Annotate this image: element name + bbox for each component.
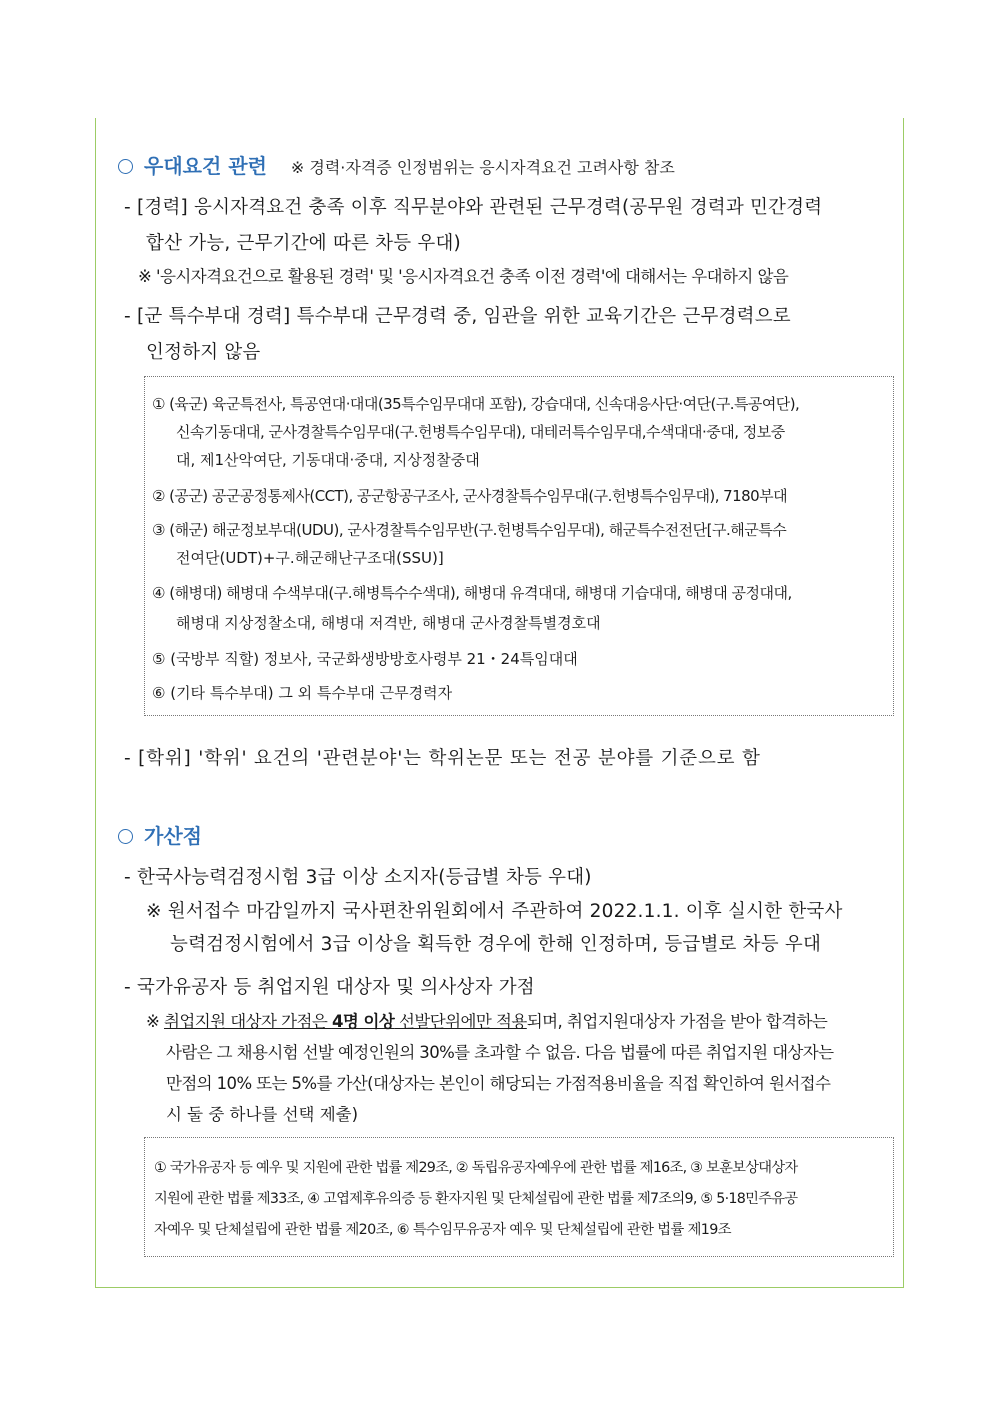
career-line-1: - [경력] 응시자격요건 충족 이후 직무분야와 관련된 근무경력(공무원 경력과 민간경력 <box>124 197 823 218</box>
unit-item-cont: 대, 제1산악여단, 기동대대·중대, 지상정찰중대 <box>176 451 480 469</box>
career-note: ※ '응시자격요건으로 활용된 경력' 및 '응시자격요건 충족 이전 경력'에 대해서는 우대하지 않음 <box>138 267 789 286</box>
army-line-1: - [군 특수부대 경력] 특수부대 근무경력 중, 임관을 위한 교육기간은 근무경력으로 <box>124 306 791 327</box>
circle-bullet-icon <box>118 829 133 844</box>
merit-line: - 국가유공자 등 취업지원 대상자 및 의사상자 가점 <box>124 977 535 998</box>
unit-item-cont: 전여단(UDT)+구.해군해난구조대(SSU)] <box>176 549 444 567</box>
section-title: 우대요건 관련 <box>144 154 267 178</box>
history-note-2: 능력검정시험에서 3급 이상을 획득한 경우에 한해 인정하며, 등급별로 차등 우대 <box>170 934 822 955</box>
unit-item: ⑥ (기타 특수부대) 그 외 특수부대 근무경력자 <box>152 684 453 702</box>
law-line: ① 국가유공자 등 예우 및 지원에 관한 법률 제29조, ② 독립유공자예우에 관한 법률 제16조, ③ 보훈보상대상자 <box>154 1160 798 1176</box>
history-line: - 한국사능력검정시험 3급 이상 소지자(등급별 차등 우대) <box>124 867 592 888</box>
section-heading-bonus <box>118 820 202 849</box>
unit-item: ③ (해군) 해군정보부대(UDU), 군사경찰특수임무반(구.헌병특수임무대), 해군특수전전단[구.해군특수 <box>152 521 787 539</box>
merit-note-1 <box>146 1008 827 1032</box>
section-heading-preference <box>118 150 675 179</box>
unit-item-cont: 해병대 지상정찰소대, 해병대 저격반, 해병대 군사경찰특별경호대 <box>176 614 601 632</box>
unit-item-cont: 신속기동대대, 군사경찰특수임무대(구.헌병특수임무대), 대테러특수임무대,수색대대·중대, 정보중 <box>176 423 785 441</box>
merit-note-rest: 되며, 취업지원대상자 가점을 받아 합격하는 <box>526 1012 828 1031</box>
merit-note-2: 사람은 그 채용시험 선발 예정인원의 30%를 초과할 수 없음. 다음 법률에 따른 취업지원 대상자는 <box>166 1043 834 1062</box>
merit-note-underlined <box>164 1012 527 1031</box>
merit-note-bold: 4명 이상 <box>331 1012 395 1031</box>
circle-bullet-icon <box>118 159 133 174</box>
law-line: 자예우 및 단체설립에 관한 법률 제20조, ⑥ 특수임무유공자 예우 및 단체설립에 관한 법률 제19조 <box>154 1222 732 1238</box>
law-line: 지원에 관한 법률 제33조, ④ 고엽제후유의증 등 환자지원 및 단체설립에 관한 법률 제7조의9, ⑤ 5·18민주유공 <box>154 1191 798 1207</box>
army-line-2: 인정하지 않음 <box>146 342 261 363</box>
history-note-1: ※ 원서접수 마감일까지 국사편찬위원회에서 주관하여 2022.1.1. 이후 실시한 한국사 <box>146 901 843 922</box>
unit-item: ① (육군) 육군특전사, 특공연대·대대(35특수임무대대 포함), 강습대대, 신속대응사단·여단(구.특공여단), <box>152 395 800 413</box>
merit-note-4: 시 둘 중 하나를 선택 제출) <box>166 1105 359 1124</box>
section-title: 가산점 <box>144 824 202 848</box>
merit-note-u1: 취업지원 대상자 가점은 <box>163 1012 332 1031</box>
section-note: ※ 경력·자격증 인정범위는 응시자격요건 고려사항 참조 <box>290 158 675 177</box>
career-line-2: 합산 가능, 근무기간에 따른 차등 우대) <box>146 233 461 254</box>
note-mark: ※ <box>146 1012 164 1031</box>
degree-line: - [학위] '학위' 요건의 '관련분야'는 학위논문 또는 전공 분야를 기준으로 함 <box>124 748 761 769</box>
unit-item: ④ (해병대) 해병대 수색부대(구.해병특수수색대), 해병대 유격대대, 해병대 기습대대, 해병대 공정대대, <box>152 584 792 602</box>
merit-note-3: 만점의 10% 또는 5%를 가산(대상자는 본인이 해당되는 가점적용비율을 직접 확인하여 원서접수 <box>166 1074 831 1093</box>
unit-item: ⑤ (국방부 직할) 정보사, 국군화생방방호사령부 21・24특임대대 <box>152 650 578 668</box>
merit-note-u2: 선발단위에만 적용 <box>394 1012 527 1031</box>
unit-item: ② (공군) 공군공정통제사(CCT), 공군항공구조사, 군사경찰특수임무대(구.헌병특수임무대), 7180부대 <box>152 487 788 505</box>
